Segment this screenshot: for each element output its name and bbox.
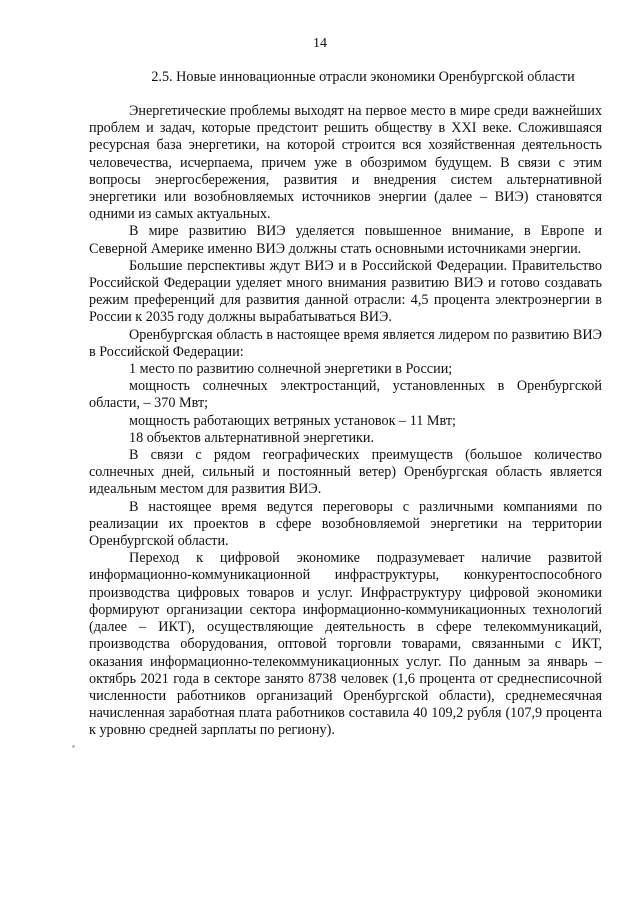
paragraph-digital-economy: Переход к цифровой экономике подразумевает наличие развитой информационно-коммуникационной инфраструктуры, конкурентоспособного производства цифровых товаров и услуг. Инфраструктуру цифровой экономики формируют организации сектора информационно-коммуникационных технологий (далее – ИКТ), осуществляющие деятельность в сфере телекоммуникаций, производства оборудования, оптовой торговли товарами, связанными с ИКТ, оказания информационно-телекоммуникационных услуг. По данным за январь – октябрь 2021 года в секторе занято 8738 человек (1,6 процента от среднесписочной численности работников организаций Оренбургской области), среднемесячная начисленная заработная плата работников составила 40 109,2 рубля (107,9 процента к уровню средней зарплаты по региону). (89, 550, 602, 739)
list-item: мощность работающих ветряных установок – 11 Мвт; (129, 412, 456, 429)
list-item: 18 объектов альтернативной энергетики. (129, 429, 375, 446)
paragraph-world-res: В мире развитию ВИЭ уделяется повышенное внимание, в Европе и Северной Америке именно ВИЭ должны стать основными источниками энергии. (89, 223, 602, 257)
paragraph-negotiations: В настоящее время ведутся переговоры с различными компаниями по реализации их проектов в сфере возобновляемой энергетики на территории Оренбургской области. (89, 498, 602, 550)
paragraph-energy-problems: Энергетические проблемы выходят на первое место в мире среди важнейших проблем и задач, которые предстоит решить обществу в XXI веке. Сложившаяся ресурсная база энергетики, на которой строится вся хозяйственная деятельность человечества, исчерпаема, причем уже в обозримом будущем. В связи с этим вопросы энергосбережения, развития и внедрения систем альтернативной энергетики или возобновляемых источников энергии (далее – ВИЭ) становятся одними из самых актуальных. (89, 103, 602, 223)
section-heading: 2.5. Новые инновационные отрасли экономики Оренбургской области (151, 69, 575, 85)
paragraph-russia-prospects: Большие перспективы ждут ВИЭ и в Российской Федерации. Правительство Российской Федерации уделяет много внимания развитию ВИЭ и готово создавать режим преференций для развития данной отрасли: 4,5 процента электроэнергии в России к 2035 году должны вырабатываться ВИЭ. (89, 257, 602, 326)
document-body (89, 103, 602, 740)
scan-speck (72, 745, 75, 748)
list-item: мощность солнечных электростанций, установленных в Оренбургской области, – 370 Мвт; (89, 378, 602, 412)
paragraph-geographic-advantages: В связи с рядом географических преимуществ (большое количество солнечных дней, сильный и постоянный ветер) Оренбургская область является идеальным местом для развития ВИЭ. (89, 447, 602, 498)
paragraph-orenburg-leader: Оренбургская область в настоящее время является лидером по развитию ВИЭ в Российской Федерации: (89, 326, 602, 360)
page-number: 14 (313, 36, 327, 51)
list-item: 1 место по развитию солнечной энергетики в России; (129, 361, 453, 378)
